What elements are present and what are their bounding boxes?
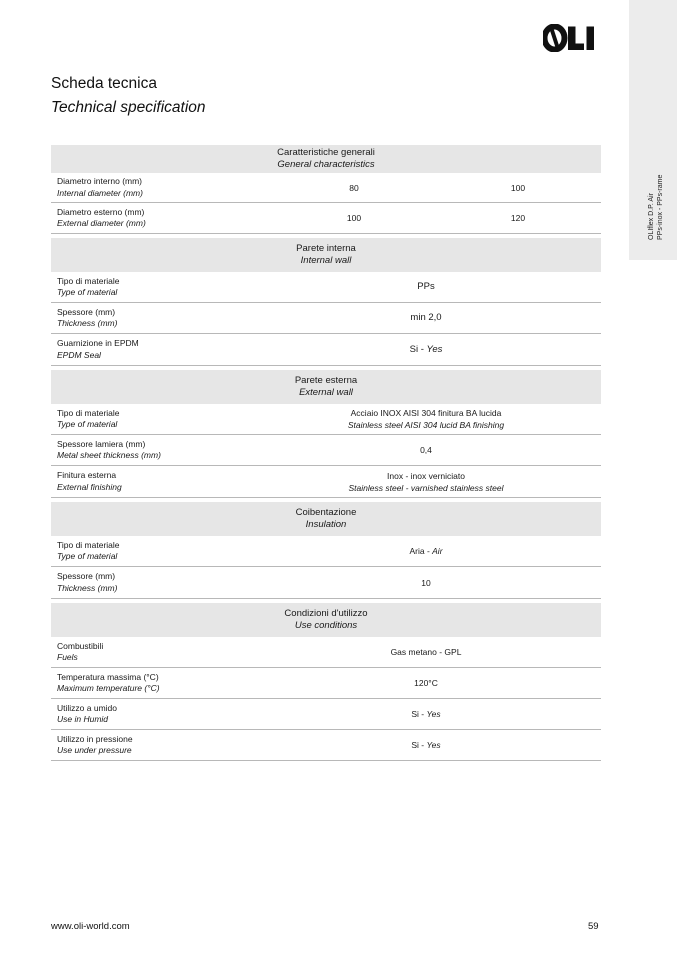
- row-value: 0,4: [420, 445, 432, 455]
- section-header-internal-wall: [51, 238, 601, 272]
- row-label-en: Use under pressure: [57, 745, 132, 755]
- row-label-en: Thickness (mm): [57, 318, 118, 328]
- row-value-2: 120: [510, 213, 526, 223]
- page-title: Scheda tecnica: [51, 75, 157, 92]
- row-label-it: Spessore (mm): [57, 306, 116, 317]
- value-en: Yes: [426, 709, 441, 719]
- table-row: [51, 303, 601, 334]
- footer-website-link[interactable]: www.oli-world.com: [51, 921, 130, 932]
- row-value: 120°C: [414, 678, 438, 688]
- row-label-it: Utilizzo a umido: [57, 702, 117, 713]
- row-label-it: Spessore lamiera (mm): [57, 438, 146, 449]
- section-header-external-wall: [51, 370, 601, 404]
- row-value: [251, 708, 601, 720]
- row-value: Gas metano - GPL: [390, 647, 462, 657]
- row-label-it: Temperatura massima (°C): [57, 671, 159, 682]
- section-title-en: Use conditions: [294, 620, 358, 631]
- row-value: [251, 470, 601, 494]
- row-label-it: Tipo di materiale: [57, 275, 120, 286]
- table-row: [51, 699, 601, 730]
- side-tab-line-1: OLIflex D.P. Air: [648, 193, 655, 240]
- table-row: [51, 466, 601, 498]
- row-label-it: Tipo di materiale: [57, 407, 120, 418]
- table-row: [51, 536, 601, 567]
- row-label: [51, 470, 251, 493]
- row-value: [251, 739, 601, 751]
- row-label-en: EPDM Seal: [57, 349, 101, 360]
- section-title: Coibentazione: [295, 506, 357, 518]
- row-label: [51, 338, 251, 361]
- value-it: Si -: [409, 343, 427, 355]
- table-row: [51, 404, 601, 435]
- page-number: 59: [588, 921, 599, 932]
- table-row: [51, 272, 601, 303]
- value-it: Acciaio INOX AISI 304 finitura BA lucida: [350, 408, 502, 418]
- row-value: min 2,0: [410, 312, 442, 323]
- row-label-en: Internal diameter (mm): [57, 187, 143, 198]
- table-row: [51, 730, 601, 761]
- row-value-2: 100: [510, 182, 526, 193]
- row-value: 10: [421, 577, 431, 588]
- row-label-en: External finishing: [57, 481, 122, 492]
- value-en: Stainless steel - varnished stainless steel: [348, 482, 504, 493]
- value-en: Yes: [426, 740, 441, 750]
- row-label-it: Finitura esterna: [57, 470, 117, 480]
- row-label-en: Fuels: [57, 652, 78, 662]
- value-it: Si -: [411, 709, 427, 719]
- row-label-en: Use in Humid: [57, 714, 109, 724]
- section-header-general: [51, 145, 601, 173]
- row-value: PPs: [417, 281, 435, 292]
- section-title-en: Insulation: [305, 519, 347, 530]
- table-row: [51, 435, 601, 466]
- value-it: Inox - inox verniciato: [387, 470, 465, 481]
- row-label: [51, 734, 251, 757]
- value-it: Si -: [411, 740, 427, 750]
- row-label-it: Tipo di materiale: [57, 539, 120, 550]
- row-label-it: Guarnizione in EPDM: [57, 338, 139, 348]
- section-title-en: General characteristics: [277, 159, 375, 170]
- row-label: [51, 307, 251, 330]
- table-row: [51, 668, 601, 699]
- section-title: Caratteristiche generali: [277, 146, 375, 158]
- section-header-use-conditions: [51, 603, 601, 637]
- spec-table: [51, 145, 601, 761]
- side-tab-label: [647, 175, 665, 240]
- section-title-en: Internal wall: [300, 255, 352, 266]
- section-title-en: External wall: [299, 387, 353, 398]
- row-label-it: Diametro esterno (mm): [57, 206, 145, 217]
- section-header-insulation: [51, 502, 601, 536]
- row-value-1: 100: [346, 213, 362, 223]
- row-label-en: Maximum temperature (°C): [57, 683, 160, 693]
- row-value: [251, 545, 601, 557]
- table-row: [51, 203, 601, 234]
- table-row: [51, 567, 601, 599]
- page-subtitle: Technical specification: [51, 99, 206, 116]
- row-label: [51, 641, 251, 664]
- row-label: [51, 276, 251, 299]
- row-value-1: 80: [349, 182, 359, 193]
- row-label-en: Type of material: [57, 287, 118, 297]
- table-row: [51, 173, 601, 203]
- section-title: Condizioni d'utilizzo: [284, 607, 368, 619]
- row-label-it: Spessore (mm): [57, 571, 116, 581]
- value-it: Aria -: [409, 546, 433, 556]
- side-tab: [629, 0, 677, 260]
- row-label: [51, 207, 251, 230]
- row-label-en: External diameter (mm): [57, 218, 146, 228]
- section-title: Parete esterna: [294, 374, 358, 386]
- row-label: [51, 439, 251, 462]
- table-row: [51, 637, 601, 668]
- row-value: [251, 344, 601, 356]
- oli-logo: [543, 24, 601, 52]
- row-label-en: Type of material: [57, 419, 118, 429]
- row-label: [51, 703, 251, 726]
- row-label-it: Utilizzo in pressione: [57, 733, 133, 744]
- value-en: Air: [432, 546, 443, 556]
- row-label-en: Type of material: [57, 551, 118, 561]
- row-label-it: Combustibili: [57, 640, 104, 651]
- table-row: [51, 334, 601, 366]
- oli-logo-i: [587, 27, 595, 51]
- row-label: [51, 540, 251, 563]
- row-label: [51, 571, 251, 594]
- row-label: [51, 408, 251, 431]
- value-en: Yes: [426, 343, 443, 355]
- section-title: Parete interna: [296, 242, 356, 254]
- row-label-en: Thickness (mm): [57, 582, 118, 593]
- side-tab-line-2: PPs-inox - PPs-rame: [657, 174, 664, 240]
- row-label: [51, 176, 251, 199]
- row-label-it: Diametro interno (mm): [57, 176, 143, 186]
- row-label: [51, 672, 251, 695]
- value-en: Stainless steel AISI 304 lucid BA finishing: [347, 420, 505, 430]
- oli-logo-l: [568, 27, 584, 51]
- row-value: [251, 407, 601, 431]
- row-label-en: Metal sheet thickness (mm): [57, 450, 161, 460]
